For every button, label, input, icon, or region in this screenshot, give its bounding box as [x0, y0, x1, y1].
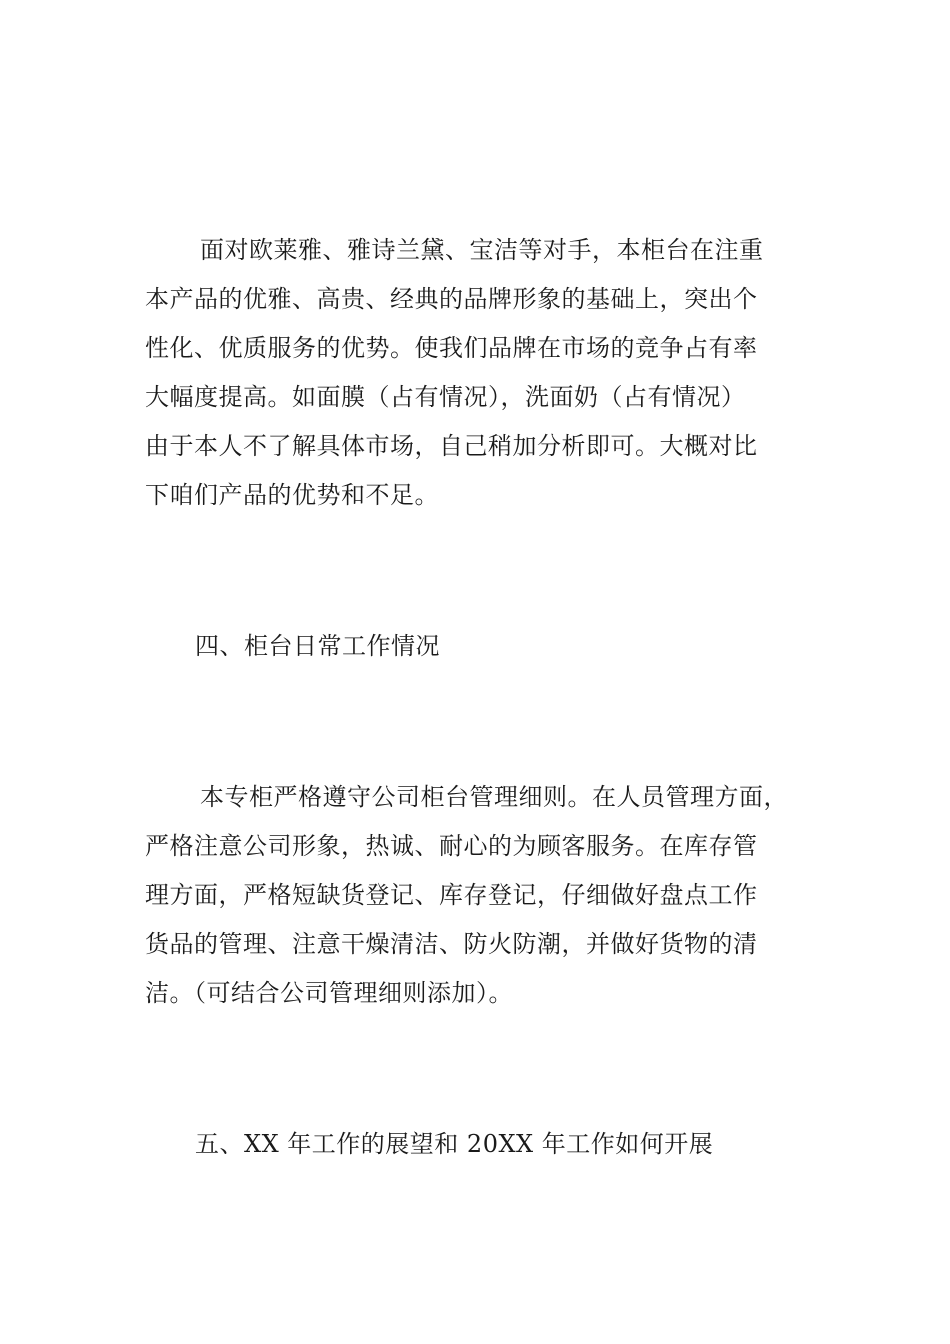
paragraph-2-line-5: 洁。（可结合公司管理细则添加）。	[145, 979, 513, 1007]
section-heading-4: 四、柜台日常工作情况	[195, 632, 440, 660]
paragraph-1-line-1: 面对欧莱雅、雅诗兰黛、宝洁等对手，本柜台在注重	[200, 236, 764, 264]
paragraph-1-line-3: 性化、优质服务的优势。使我们品牌在市场的竞争占有率	[145, 334, 758, 362]
paragraph-2-line-3: 理方面，严格短缺货登记、库存登记，仔细做好盘点工作	[145, 881, 758, 909]
paragraph-2-line-2: 严格注意公司形象，热诚、耐心的为顾客服务。在库存管	[145, 832, 758, 860]
paragraph-1-line-5: 由于本人不了解具体市场，自己稍加分析即可。大概对比	[145, 432, 758, 460]
paragraph-1-line-2: 本产品的优雅、高贵、经典的品牌形象的基础上，突出个	[145, 285, 758, 313]
paragraph-1-line-4: 大幅度提高。如面膜（占有情况），洗面奶（占有情况）	[145, 383, 746, 411]
section-heading-5: 五、XX 年工作的展望和 20XX 年工作如何开展	[195, 1130, 714, 1158]
paragraph-2-line-1: 本专柜严格遵守公司柜台管理细则。在人员管理方面，	[200, 783, 788, 811]
paragraph-2-line-4: 货品的管理、注意干燥清洁、防火防潮，并做好货物的清	[145, 930, 758, 958]
paragraph-1-line-6: 下咱们产品的优势和不足。	[145, 481, 439, 509]
